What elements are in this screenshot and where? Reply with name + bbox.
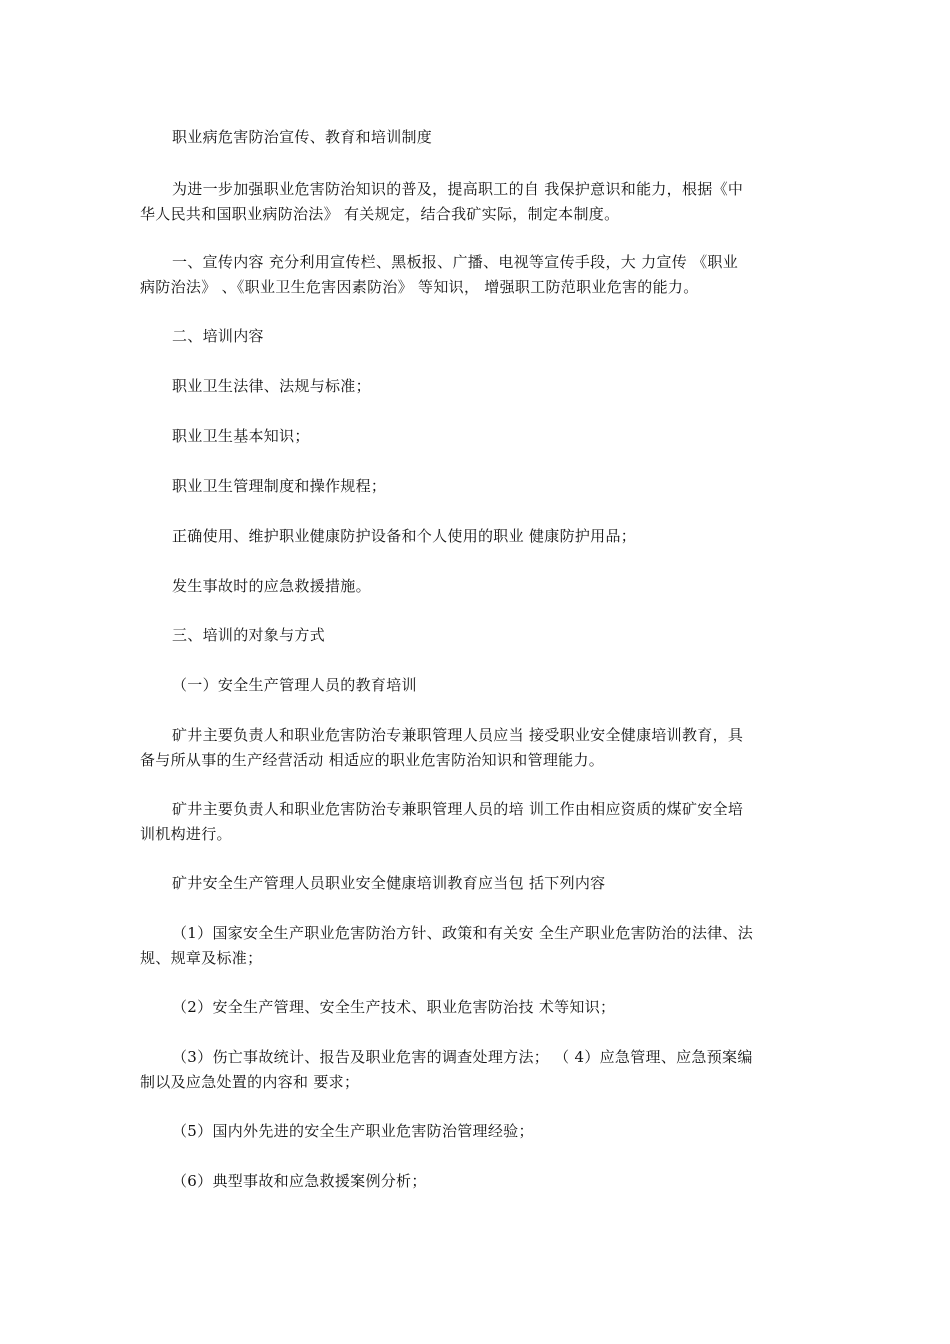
list-item-1-line2: 规、规章及标准； [140,949,263,967]
list-item-3-4-line2: 制以及应急处置的内容和 要求； [140,1073,360,1091]
section-heading-training-targets: 三、培训的对象与方式 [172,626,326,644]
paragraph-requirement-line1: 矿井主要负责人和职业危害防治专兼职管理人员应当 接受职业安全健康培训教育，具 [172,726,744,744]
list-item-6: （6）典型事故和应急救援案例分析； [172,1172,427,1190]
paragraph-content-intro: 矿井安全生产管理人员职业安全健康培训教育应当包 括下列内容 [172,874,606,892]
list-item-3-4-line1: （3）伤亡事故统计、报告及职业危害的调查处理方法； （ 4）应急管理、应急预案编 [172,1048,753,1066]
document-title: 职业病危害防治宣传、教育和培训制度 [172,128,433,146]
section-heading-training-content: 二、培训内容 [172,327,264,345]
list-item: 职业卫生法律、法规与标准； [172,377,371,395]
paragraph-requirement-line2: 备与所从事的生产经营活动 相适应的职业危害防治知识和管理能力。 [140,751,605,769]
paragraph-institution-line1: 矿井主要负责人和职业危害防治专兼职管理人员的培 训工作由相应资质的煤矿安全培 [172,800,744,818]
paragraph-institution-line2: 训机构进行。 [140,825,232,843]
paragraph-publicity-line2: 病防治法》 、《职业卫生危害因素防治》 等知识， 增强职工防范职业危害的能力。 [140,278,699,296]
paragraph-publicity-line1: 一、宣传内容 充分利用宣传栏、黑板报、广播、电视等宣传手段，大 力宣传 《职业 [172,253,739,271]
list-item-2: （2）安全生产管理、安全生产技术、职业危害防治技 术等知识； [172,998,616,1016]
paragraph-intro-line1: 为进一步加强职业危害防治知识的普及，提高职工的自 我保护意识和能力，根据《中 [172,180,744,198]
list-item: 正确使用、维护职业健康防护设备和个人使用的职业 健康防护用品； [172,527,637,545]
list-item-1-line1: （1）国家安全生产职业危害防治方针、政策和有关安 全生产职业危害防治的法律、法 [172,924,754,942]
subsection-heading-management-training: （一）安全生产管理人员的教育培训 [172,676,417,694]
list-item: 发生事故时的应急救援措施。 [172,577,371,595]
paragraph-intro-line2: 华人民共和国职业病防治法》 有关规定，结合我矿实际，制定本制度。 [140,205,620,223]
list-item-5: （5）国内外先进的安全生产职业危害防治管理经验； [172,1122,534,1140]
list-item: 职业卫生基本知识； [172,427,310,445]
list-item: 职业卫生管理制度和操作规程； [172,477,387,495]
